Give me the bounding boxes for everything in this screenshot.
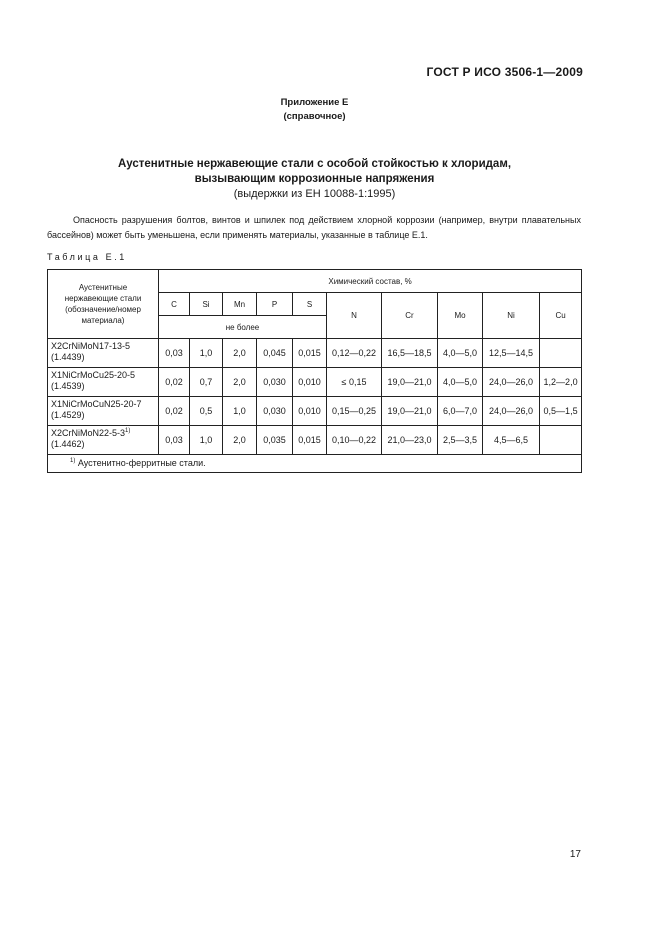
- composition-table: [47, 269, 582, 473]
- value-c: 0,02: [159, 368, 190, 397]
- table-header-row: [48, 270, 582, 293]
- footnote-text: Аустенитно-ферритные стали.: [77, 458, 206, 468]
- value-p: 0,035: [257, 426, 293, 455]
- value-s: 0,015: [293, 426, 327, 455]
- value-mn: 2,0: [223, 339, 257, 368]
- value-mo: 4,0—5,0: [438, 368, 483, 397]
- section-title-line2: вызывающим коррозионные напряжения: [194, 173, 435, 185]
- value-c: 0,03: [159, 426, 190, 455]
- table-row: [48, 397, 582, 426]
- column-header-n: N: [327, 293, 382, 339]
- value-n: ≤ 0,15: [327, 368, 382, 397]
- value-c: 0,02: [159, 397, 190, 426]
- steel-grade-cell: [48, 397, 159, 426]
- document-code: ГОСТ Р ИСО 3506-1—2009: [426, 65, 583, 79]
- steel-grade-cell: [48, 368, 159, 397]
- steel-column-header: Аустенитные нержавеющие стали (обозначение/номер материала): [48, 270, 159, 339]
- value-cu: 1,2—2,0: [540, 368, 582, 397]
- column-header-s: S: [293, 293, 327, 316]
- value-cu: 0,5—1,5: [540, 397, 582, 426]
- table-footnote-row: [48, 455, 582, 473]
- value-cr: 19,0—21,0: [382, 368, 438, 397]
- footnote-marker: 1): [125, 428, 131, 434]
- intro-paragraph: Опасность разрушения болтов, винтов и шпилек под действием хлорной коррозии (например, внутри плавательных бассейнов) может быть уменьшена, если применять материалы, указанные в таблице Е.1.: [47, 215, 581, 240]
- composition-header: Химический состав, %: [159, 270, 582, 293]
- value-n: 0,15—0,25: [327, 397, 382, 426]
- steel-grade-cell: [48, 339, 159, 368]
- value-s: 0,010: [293, 397, 327, 426]
- appendix-title: Приложение Е: [280, 97, 349, 108]
- value-cr: 21,0—23,0: [382, 426, 438, 455]
- steel-grade: X1NiCrMoCuN25-20-7: [51, 399, 142, 409]
- section-subtitle: (выдержки из ЕН 10088-1:1995): [233, 188, 396, 200]
- table-footnote: [48, 455, 582, 473]
- value-mo: 2,5—3,5: [438, 426, 483, 455]
- value-mn: 1,0: [223, 397, 257, 426]
- appendix-status: (справочное): [283, 111, 346, 122]
- column-header-cu: Cu: [540, 293, 582, 339]
- value-cr: 19,0—21,0: [382, 397, 438, 426]
- value-mo: 4,0—5,0: [438, 339, 483, 368]
- steel-grade-cell: [48, 426, 159, 455]
- page-number: 17: [569, 849, 581, 860]
- value-p: 0,030: [257, 397, 293, 426]
- value-si: 0,7: [190, 368, 223, 397]
- value-s: 0,015: [293, 339, 327, 368]
- column-header-si: Si: [190, 293, 223, 316]
- value-n: 0,12—0,22: [327, 339, 382, 368]
- column-header-c: C: [159, 293, 190, 316]
- column-header-cr: Cr: [382, 293, 438, 339]
- value-cr: 16,5—18,5: [382, 339, 438, 368]
- max-note: не более: [159, 316, 327, 339]
- value-mn: 2,0: [223, 368, 257, 397]
- value-p: 0,030: [257, 368, 293, 397]
- value-ni: 24,0—26,0: [483, 368, 540, 397]
- value-mo: 6,0—7,0: [438, 397, 483, 426]
- material-number: (1.4439): [51, 352, 85, 362]
- value-ni: 4,5—6,5: [483, 426, 540, 455]
- table-row: [48, 368, 582, 397]
- material-number: (1.4529): [51, 410, 85, 420]
- column-header-mo: Mo: [438, 293, 483, 339]
- value-cu: [540, 426, 582, 455]
- value-si: 1,0: [190, 339, 223, 368]
- steel-grade: X2CrNiMoN17-13-5: [51, 341, 131, 351]
- value-ni: 12,5—14,5: [483, 339, 540, 368]
- column-header-ni: Ni: [483, 293, 540, 339]
- section-title-line1: Аустенитные нержавеющие стали с особой стойкостью к хлоридам,: [117, 158, 512, 170]
- value-n: 0,10—0,22: [327, 426, 382, 455]
- value-s: 0,010: [293, 368, 327, 397]
- appendix-heading: [0, 96, 629, 124]
- table-row: [48, 426, 582, 455]
- column-header-mn: Mn: [223, 293, 257, 316]
- value-si: 0,5: [190, 397, 223, 426]
- section-title: [0, 157, 629, 202]
- material-number: (1.4462): [51, 439, 85, 449]
- steel-grade: X2CrNiMoN22-5-3: [51, 428, 126, 438]
- value-ni: 24,0—26,0: [483, 397, 540, 426]
- material-number: (1.4539): [51, 381, 85, 391]
- steel-grade: X1NiCrMoCu25-20-5: [51, 370, 136, 380]
- value-mn: 2,0: [223, 426, 257, 455]
- value-cu: [540, 339, 582, 368]
- value-si: 1,0: [190, 426, 223, 455]
- table-row: [48, 339, 582, 368]
- value-c: 0,03: [159, 339, 190, 368]
- column-header-p: P: [257, 293, 293, 316]
- table-label: Таблица Е.1: [47, 252, 127, 262]
- value-p: 0,045: [257, 339, 293, 368]
- footnote-mark: 1): [70, 458, 76, 464]
